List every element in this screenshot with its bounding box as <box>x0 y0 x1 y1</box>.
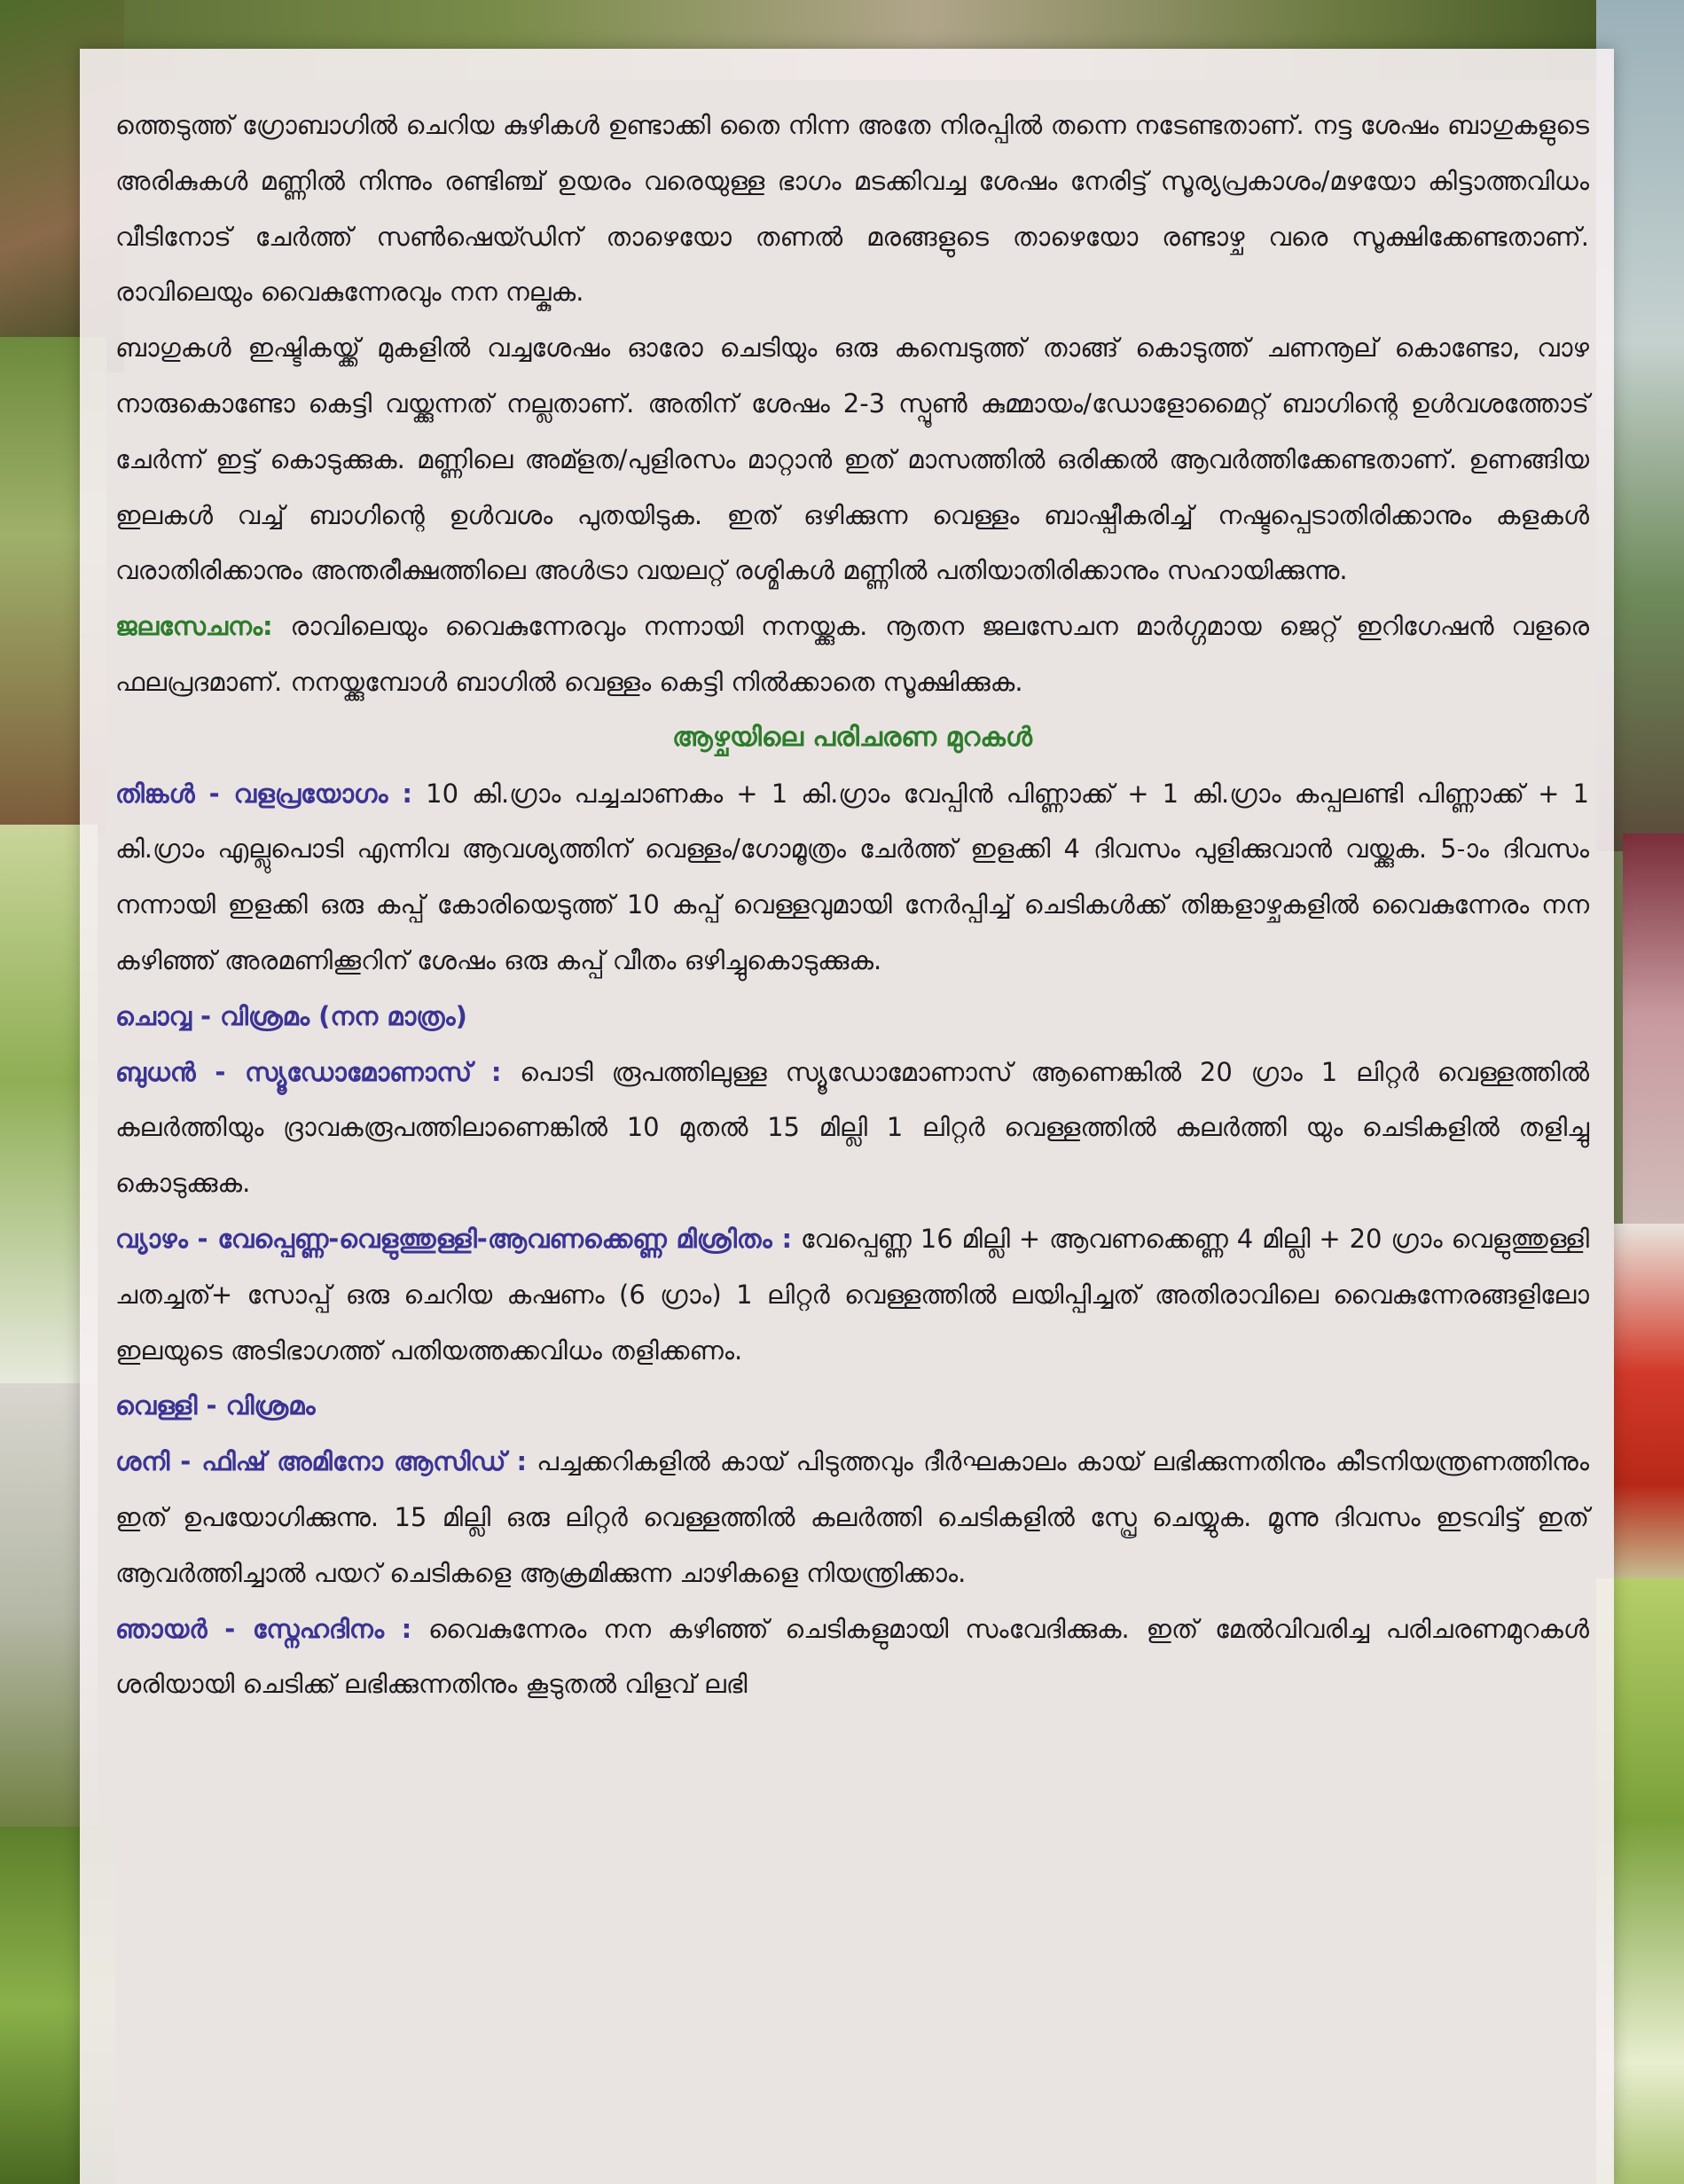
document-body <box>115 98 1589 1712</box>
day-thursday <box>115 1211 1589 1378</box>
day-text: പൊടി രൂപത്തിലുള്ള സ്യൂഡോമോണാസ് ആണെങ്കിൽ 20 ഗ്രാം 1 ലിറ്റർ വെള്ളത്തിൽ കലർത്തിയും ദ്രാവകരൂപത്തിലാണെങ്കിൽ 10 മുതൽ 15 മില്ലി 1 ലിറ്റർ വെള്ളത്തിൽ കലർത്തി യും ചെടികളിൽ തളിച്ചു കൊടുക്കുക. <box>115 1056 1590 1199</box>
day-tuesday <box>115 989 1589 1045</box>
day-text: വൈകുന്നേരം നന കഴിഞ്ഞ് ചെടികളുമായി സംവേദിക്കുക. ഇത് മേൽവിവരിച്ച പരിചരണമുറകൾ ശരിയായി ചെടിക്ക് ലഭിക്കുന്നതിനും കൂടുതൽ വിളവ് ലഭി <box>115 1613 1589 1700</box>
day-label: ബുധൻ - സ്യൂഡോമോണാസ് : <box>115 1056 502 1087</box>
day-saturday <box>115 1434 1589 1601</box>
day-wednesday <box>115 1045 1589 1211</box>
day-label: ചൊവ്വ - വിശ്രമം (നന മാത്രം) <box>115 1000 467 1031</box>
day-label: ഞായർ - സ്നേഹദിനം : <box>115 1613 412 1644</box>
background-photo-strip <box>1614 1224 1684 1596</box>
day-label: വ്യാഴം - വേപ്പെണ്ണ-വെളുത്തുള്ളി-ആവണക്കെണ്ണ മിശ്രിതം : <box>115 1223 793 1254</box>
day-text: പച്ചക്കറികളിൽ കായ് പിടുത്തവും ദീർഘകാലം കായ് ലഭിക്കുന്നതിനും കീടനിയന്ത്രണത്തിനും ഇത് ഉപയോഗിക്കുന്നു. 15 മില്ലി ഒരു ലിറ്റർ വെള്ളത്തിൽ കലർത്തി ചെടികളിൽ സ്പ്രേ ചെയ്യുക. മൂന്നു ദിവസം ഇടവിട്ട് ഇത് ആവർത്തിച്ചാൽ പയറ് ചെടികളെ ആക്രമിക്കുന്ന ചാഴികളെ നിയന്ത്രിക്കാം. <box>115 1446 1589 1588</box>
weekly-care-heading: ആഴ്ചയിലെ പരിചരണ മുറകൾ <box>672 721 1032 753</box>
day-sunday <box>115 1601 1589 1713</box>
paragraph-bag-support: ബാഗുകൾ ഇഷ്ടികയ്ക്ക് മുകളിൽ വച്ചശേഷം ഓരോ ചെടിയും ഒരു കമ്പെടുത്ത് താങ്ങ് കൊടുത്ത് ചണനൂല് കൊണ്ടോ, വാഴ നാരുകൊണ്ടോ കെട്ടി വയ്ക്കുന്നത് നല്ലതാണ്. അതിന് ശേഷം 2-3 സ്പൂൺ കുമ്മായം/ഡോളോമൈറ്റ് ബാഗിന്റെ ഉൾവശത്തോട് ചേർന്ന് ഇട്ട് കൊടുക്കുക. മണ്ണിലെ അമ്ളത/പുളിരസം മാറ്റാൻ ഇത് മാസത്തിൽ ഒരിക്കൽ ആവർത്തിക്കേണ്ടതാണ്. ഉണങ്ങിയ ഇലകൾ വച്ച് ബാഗിന്റെ ഉൾവശം പുതയിടുക. ഇത് ഒഴിക്കുന്ന വെള്ളം ബാഷ്പീകരിച്ച് നഷ്ടപ്പെടാതിരിക്കാനും കളകൾ വരാതിരിക്കാനും അന്തരീക്ഷത്തിലെ അൾട്രാ വയലറ്റ് രശ്മികൾ മണ്ണിൽ പതിയാതിരിക്കാനും സഹായിക്കുന്നു. <box>115 333 1589 586</box>
day-monday <box>115 766 1589 989</box>
irrigation-label: ജലസേചനം: <box>115 611 273 642</box>
day-text: വേപ്പെണ്ണ 16 മില്ലി + ആവണക്കെണ്ണ 4 മില്ലി + 20 ഗ്രാം വെളുത്തുള്ളി ചതച്ചത്+ സോപ്പ് ഒരു ചെറിയ കഷണം (6 ഗ്രാം) 1 ലിറ്റർ വെള്ളത്തിൽ ലയിപ്പിച്ചത് അതിരാവിലെ വൈകുന്നേരങ്ങളിലോ ഇലയുടെ അടിഭാഗത്ത് പതിയത്തക്കവിധം തളിക്കണം. <box>115 1223 1590 1366</box>
irrigation-paragraph <box>115 599 1589 710</box>
intro-paragraph: ത്തെടുത്ത് ഗ്രോബാഗിൽ ചെറിയ കുഴികൾ ഉണ്ടാക്കി തൈ നിന്ന അതേ നിരപ്പിൽ തന്നെ നടേണ്ടതാണ്. നട്ട ശേഷം ബാഗുകളുടെ അരികുകൾ മണ്ണിൽ നിന്നും രണ്ടിഞ്ച് ഉയരം വരെയുള്ള ഭാഗം മടക്കിവച്ച ശേഷം നേരിട്ട് സൂര്യപ്രകാശം/മഴയോ കിട്ടാത്തവിധം വീടിനോട് ചേർത്ത് സൺഷെയ്ഡിന് താഴെയോ തണൽ മരങ്ങളുടെ താഴെയോ രണ്ടാഴ്ച വരെ സൂക്ഷിക്കേണ്ടതാണ്. രാവിലെയും വൈകുന്നേരവും നന നല്കുക. <box>115 110 1589 308</box>
day-label: വെള്ളി - വിശ്രമം <box>115 1390 316 1421</box>
day-text: 10 കി.ഗ്രാം പച്ചചാണകം + 1 കി.ഗ്രാം വേപ്പിൻ പിണ്ണാക്ക് + 1 കി.ഗ്രാം കപ്പലണ്ടി പിണ്ണാക്ക് + 1 കി.ഗ്രാം എല്ലുപൊടി എന്നിവ ആവശ്യത്തിന് വെള്ളം/ഗോമൂത്രം ചേർത്ത് ഇളക്കി 4 ദിവസം പുളിക്കുവാൻ വയ്ക്കുക. 5-ാം ദിവസം നന്നായി ഇളക്കി ഒരു കപ്പ് കോരിയെടുത്ത് 10 കപ്പ് വെള്ളവുമായി നേർപ്പിച്ച് ചെടികൾക്ക് തിങ്കളാഴ്ചകളിൽ വൈകുന്നേരം നന കഴിഞ്ഞ് അരമണിക്കൂറിന് ശേഷം ഒരു കപ്പ് വീതം ഒഴിച്ചുകൊടുക്കുക. <box>115 778 1589 975</box>
irrigation-text: രാവിലെയും വൈകുന്നേരവും നന്നായി നനയ്ക്കുക. നൂതന ജലസേചന മാർഗ്ഗമായ ജെറ്റ് ഇറിഗേഷൻ വളരെ ഫലപ്രദമാണ്. നനയ്ക്കുമ്പോൾ ബാഗിൽ വെള്ളം കെട്ടി നിൽക്കാതെ സൂക്ഷിക്കുക. <box>115 611 1589 697</box>
day-friday <box>115 1378 1589 1434</box>
day-label: ശനി - ഫിഷ് അമിനോ ആസിഡ് : <box>115 1446 528 1477</box>
day-label: തിങ്കൾ - വളപ്രയോഗം : <box>115 778 413 809</box>
